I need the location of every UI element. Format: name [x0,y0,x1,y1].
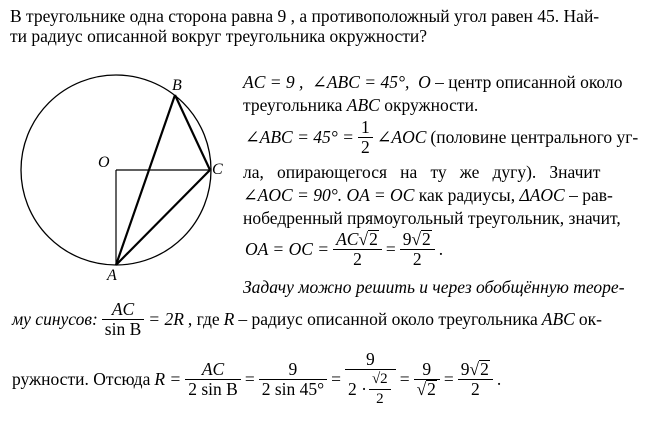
text: ок- [578,309,602,329]
label-a: A [107,267,117,284]
label-b: B [172,77,182,94]
problem-line-2: ти радиус описанной вокруг треугольника окружности? [10,26,427,46]
numerator: 9√2 [400,230,435,250]
radicand: 2 [427,379,436,399]
problem-line-1: В треугольнике одна сторона равна 9 , а противоположный угол равен 45. Най- [10,6,600,26]
text: ружности. Отсюда [12,369,151,389]
two-times: 2 · [348,379,367,399]
radicand: 2 [422,229,431,249]
text: – радиус описанной около треугольника [238,309,538,329]
denominator: 2 [376,391,384,407]
numerator: AC [102,300,144,320]
denominator: 2 [412,249,422,269]
fraction-ac-2sinb [185,360,241,399]
solution-line-4: ла, опирающегося на ту же дугу). Значит [243,162,601,182]
fraction-9-2sin45 [259,360,327,399]
fraction-9-sqrt2 [400,230,435,269]
denominator: sin B [104,319,142,339]
given-angle: ∠ABC = 45°, [312,72,410,92]
text: му синусов: [12,309,98,329]
side-ac [116,170,210,265]
numerator: √2 [369,370,391,390]
triangle-abc: ABC [541,309,575,329]
solution-line-2 [243,95,478,115]
fraction-9-sqrt2 [414,360,440,399]
solution-line-5 [243,185,613,205]
solution-line-3 [243,118,640,157]
text: (половине центрального уг- [430,127,639,147]
denominator: 2 sin 45° [261,379,325,399]
period: . [438,239,444,259]
oa-eq-oc: OA = OC [346,185,415,205]
radicand: 2 [480,359,489,379]
text: , где [187,309,220,329]
equals: = [244,369,255,389]
angle-eq: ∠ABC = 45° = [245,127,354,147]
eq-2r: = 2R [148,309,184,329]
numerator: 9 [259,360,327,380]
nine: 9 [460,359,470,379]
text: – рав- [569,185,613,205]
radicand: 2 [369,229,378,249]
numerator: 9√2 [458,360,493,380]
label-o: O [98,154,110,171]
side-ab [116,95,175,265]
fraction-9sqrt2-2 [458,360,493,399]
fraction-9-2sqrt2half [345,350,396,409]
denominator: √2 [416,379,436,399]
solution-line-8: Задачу можно решить и через обобщённую теоре- [243,277,625,297]
denominator: 2 [353,249,362,269]
numerator: AC√2 [333,230,382,250]
period: . [496,369,502,389]
denominator: 2 sin B [188,379,238,399]
triangle-circle-figure [0,50,240,310]
text: треугольника [243,95,343,115]
nine: 9 [402,229,412,249]
fraction-half [358,118,373,157]
numerator: 1 [358,118,373,138]
numerator: 9 [414,360,440,380]
denominator: 2 [360,137,370,157]
ac: AC [336,229,359,249]
fraction-sqrt2-2 [369,370,391,409]
text: как радиусы, [418,185,516,205]
angle-aoc: ∠AOC [376,127,427,147]
numerator: AC [185,360,241,380]
r-eq: R = [154,369,182,389]
text: окружности. [384,95,479,115]
solution-line-6: нобедренный прямоугольный треугольник, значит, [243,208,621,228]
r: R [223,309,235,329]
fraction-ac-sqrt2 [333,230,382,269]
equals: = [443,369,454,389]
denominator [345,370,396,409]
equals: = [331,369,341,389]
equals: = [399,369,410,389]
fraction-ac-sinb [102,300,144,339]
solution-line-7 [243,230,445,269]
side-bc [175,95,210,170]
numerator: 9 [345,350,396,370]
solution-line-10 [10,350,503,409]
angle-aoc-90: ∠AOC = 90°. [243,185,343,205]
denominator: 2 [470,379,480,399]
solution-line-1 [243,72,623,92]
label-c: C [212,161,223,178]
given-ac: AC = 9 , [243,72,304,92]
center-o: O [418,72,431,92]
equals: = [385,239,396,259]
text: – центр описанной около [435,72,623,92]
triangle-abc: ABC [346,95,380,115]
solution-line-9 [10,300,604,339]
triangle-aoc: ΔAOC [519,185,565,205]
oa-formula: OA = OC = [245,239,330,259]
